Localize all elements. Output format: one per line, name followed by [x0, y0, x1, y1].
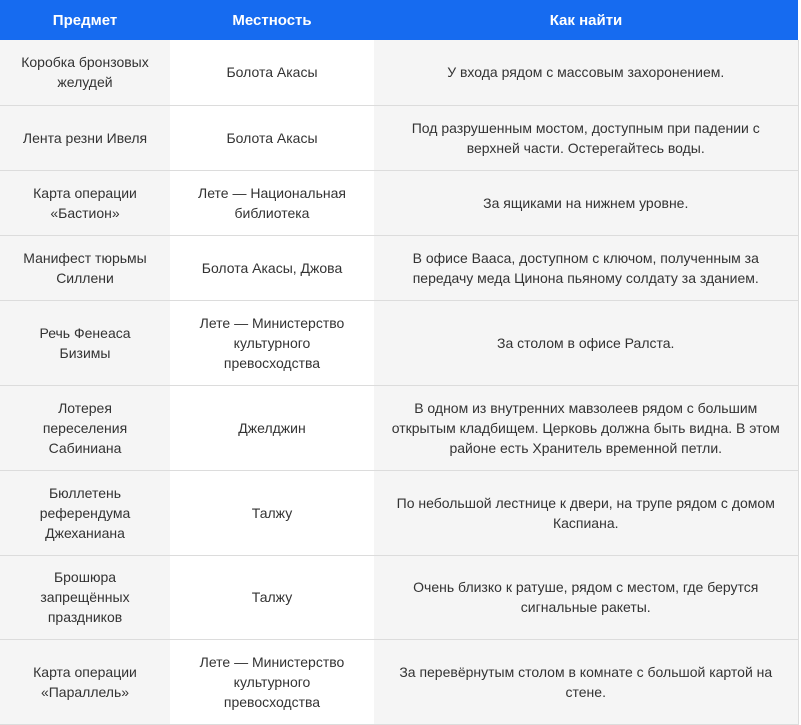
table-row — [0, 170, 798, 235]
location-cell: Лете — Национальная библиотека — [170, 170, 374, 235]
table-row — [0, 470, 798, 555]
table-row — [0, 639, 798, 724]
item-cell: Брошюра запрещённых праздников — [0, 555, 170, 639]
table-row — [0, 105, 798, 170]
how-to-find-cell: За столом в офисе Ралста. — [374, 300, 798, 385]
location-cell: Талжу — [170, 470, 374, 555]
location-cell: Талжу — [170, 555, 374, 639]
item-cell: Карта операции «Бастион» — [0, 170, 170, 235]
header-how-to-find: Как найти — [374, 0, 798, 40]
header-item: Предмет — [0, 0, 170, 40]
location-cell: Лете — Министерство культурного превосходства — [170, 300, 374, 385]
how-to-find-cell: У входа рядом с массовым захоронением. — [374, 40, 798, 105]
how-to-find-cell: Под разрушенным мостом, доступным при падении с верхней части. Остерегайтесь воды. — [374, 105, 798, 170]
item-cell: Лотерея переселения Сабиниана — [0, 385, 170, 470]
location-cell: Болота Акасы — [170, 105, 374, 170]
table-row — [0, 235, 798, 300]
location-cell: Болота Акасы — [170, 40, 374, 105]
how-to-find-cell: В одном из внутренних мавзолеев рядом с большим открытым кладбищем. Церковь должна быть видна. В этом районе есть Хранитель временной петли. — [374, 385, 798, 470]
location-cell: Лете — Министерство культурного превосходства — [170, 639, 374, 724]
table-body — [0, 40, 798, 724]
header-location: Местность — [170, 0, 374, 40]
how-to-find-cell: По небольшой лестнице к двери, на трупе рядом с домом Каспиана. — [374, 470, 798, 555]
table-row — [0, 300, 798, 385]
how-to-find-cell: За ящиками на нижнем уровне. — [374, 170, 798, 235]
table-row — [0, 40, 798, 105]
table-row — [0, 385, 798, 470]
item-cell: Бюллетень референдума Джеханиана — [0, 470, 170, 555]
item-cell: Манифест тюрьмы Силлени — [0, 235, 170, 300]
header-row — [0, 0, 798, 40]
how-to-find-cell: За перевёрнутым столом в комнате с большой картой на стене. — [374, 639, 798, 724]
table-row — [0, 555, 798, 639]
item-cell: Коробка бронзовых желудей — [0, 40, 170, 105]
item-cell: Карта операции «Параллель» — [0, 639, 170, 724]
location-cell: Джелджин — [170, 385, 374, 470]
item-cell: Речь Фенеаса Бизимы — [0, 300, 170, 385]
how-to-find-cell: В офисе Вааса, доступном с ключом, полученным за передачу меда Цинона пьяному солдату за зданием. — [374, 235, 798, 300]
item-cell: Лента резни Ивеля — [0, 105, 170, 170]
how-to-find-cell: Очень близко к ратуше, рядом с местом, где берутся сигнальные ракеты. — [374, 555, 798, 639]
location-cell: Болота Акасы, Джова — [170, 235, 374, 300]
